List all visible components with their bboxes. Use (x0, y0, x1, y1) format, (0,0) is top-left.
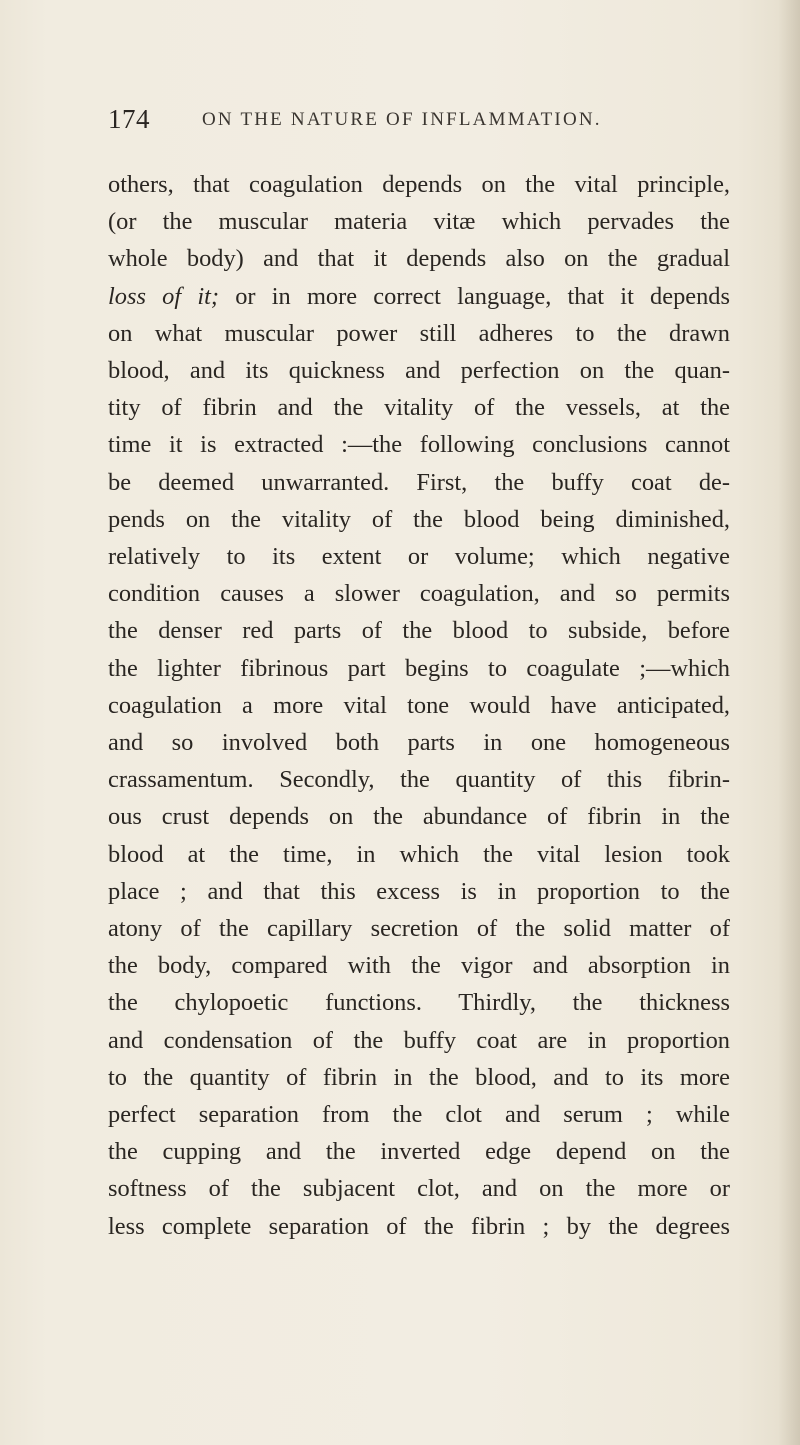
text-line (108, 612, 730, 649)
text-line (108, 724, 730, 761)
text-segment: the body, compared with the vigor and absorption in (108, 952, 730, 980)
text-segment: to the quantity of fibrin in the blood, and to its more (108, 1063, 730, 1091)
text-segment: pends on the vitality of the blood being diminished, (108, 505, 730, 533)
text-segment: or in more correct language, that it depends (219, 282, 730, 310)
text-segment: softness of the subjacent clot, and on the more or (108, 1175, 730, 1203)
text-line (108, 352, 730, 389)
text-segment: on what muscular power still adheres to the drawn (108, 319, 730, 347)
text-line (108, 464, 730, 501)
text-segment: perfect separation from the clot and serum ; while (108, 1101, 730, 1129)
text-segment: place ; and that this excess is in proportion to the (108, 877, 730, 905)
text-line (108, 575, 730, 612)
text-line (108, 389, 730, 426)
text-segment: crassamentum. Secondly, the quantity of this fibrin- (108, 766, 730, 794)
text-line (108, 687, 730, 724)
text-segment: atony of the capillary secretion of the solid matter of (108, 915, 730, 943)
text-line (108, 203, 730, 240)
text-line (108, 1133, 730, 1170)
text-segment: the denser red parts of the blood to subside, before (108, 617, 730, 645)
text-line (108, 798, 730, 835)
text-segment: the chylopoetic functions. Thirdly, the thickness (108, 989, 730, 1017)
text-line (108, 501, 730, 538)
text-segment: blood at the time, in which the vital lesion took (108, 840, 730, 868)
text-segment: and so involved both parts in one homogeneous (108, 729, 730, 757)
text-segment: relatively to its extent or volume; which negative (108, 543, 730, 571)
running-title: ON THE NATURE OF INFLAMMATION. (202, 109, 602, 130)
text-segment: the lighter fibrinous part begins to coagulate ;—which (108, 654, 730, 682)
text-segment: blood, and its quickness and perfection on the quan- (108, 357, 730, 385)
text-line (108, 426, 730, 463)
text-segment: less complete separation of the fibrin ; by the degrees (108, 1212, 730, 1240)
text-line (108, 315, 730, 352)
text-segment: time it is extracted :—the following conclusions cannot (108, 431, 730, 459)
text-segment: whole body) and that it depends also on the gradual (108, 245, 730, 273)
text-segment: condition causes a slower coagulation, and so permits (108, 580, 730, 608)
text-line (108, 1208, 730, 1245)
text-line (108, 538, 730, 575)
text-segment: others, that coagulation depends on the vital principle, (108, 171, 730, 198)
text-segment: be deemed unwarranted. First, the buffy coat de- (108, 468, 730, 496)
running-head (108, 104, 708, 144)
text-line (108, 240, 730, 277)
body-text (108, 166, 730, 1245)
text-line (108, 650, 730, 687)
text-line (108, 984, 730, 1021)
text-segment: the cupping and the inverted edge depend on the (108, 1138, 730, 1166)
text-segment: (or the muscular materia vitæ which pervades the (108, 208, 730, 236)
text-line (108, 910, 730, 947)
text-line (108, 947, 730, 984)
text-segment: and condensation of the buffy coat are in proportion (108, 1026, 730, 1054)
page-number: 174 (108, 104, 150, 134)
text-segment: coagulation a more vital tone would have anticipated, (108, 691, 730, 719)
text-line (108, 761, 730, 798)
italic-text: loss of it; (108, 282, 220, 310)
text-line (108, 1170, 730, 1207)
text-line (108, 1022, 730, 1059)
text-line (108, 1096, 730, 1133)
text-line (108, 836, 730, 873)
text-line (108, 1059, 730, 1096)
text-segment: ous crust depends on the abundance of fibrin in the (108, 803, 730, 831)
text-segment: tity of fibrin and the vitality of the vessels, at the (108, 394, 730, 422)
text-line (108, 873, 730, 910)
text-line (108, 278, 730, 315)
text-line (108, 166, 730, 203)
page-edge-shadow (778, 0, 800, 1445)
